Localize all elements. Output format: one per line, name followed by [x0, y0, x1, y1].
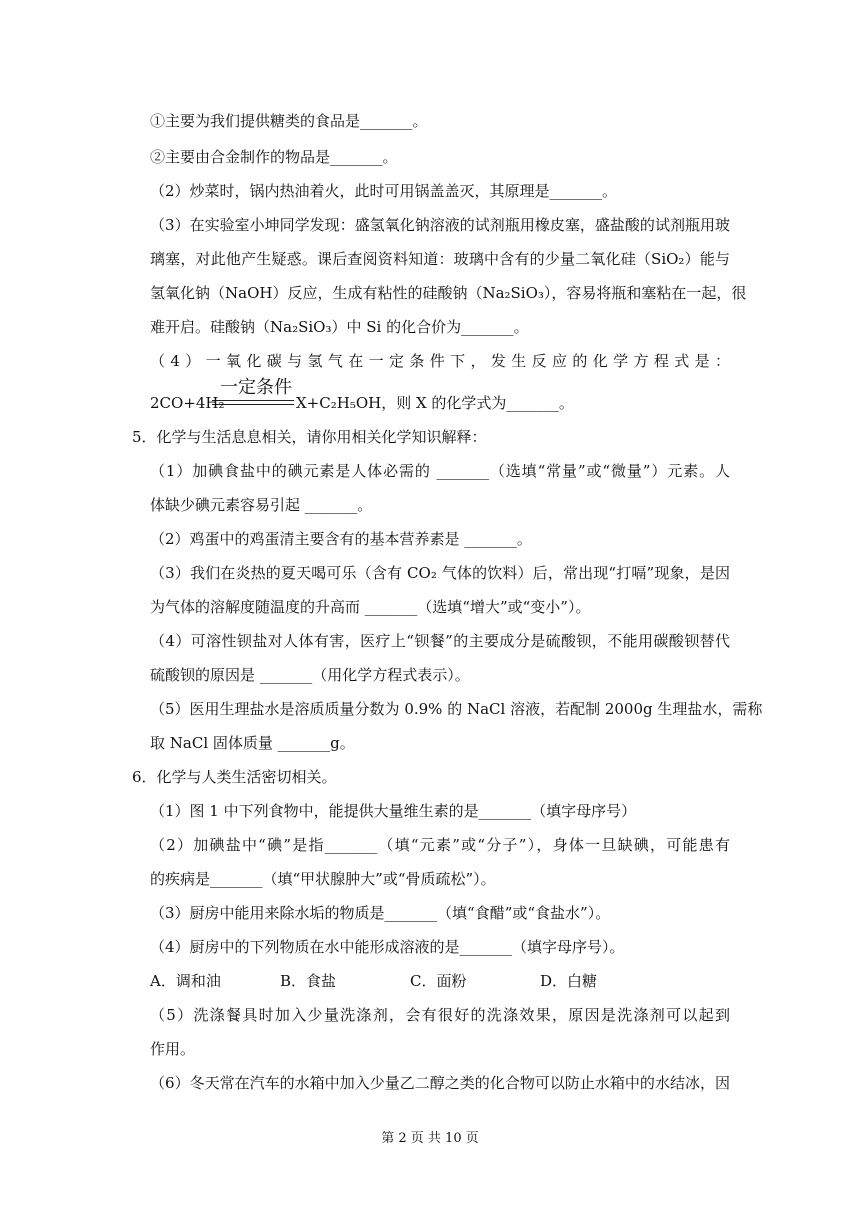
option-b: B．食盐	[280, 972, 337, 990]
text-line: （3）在实验室小坤同学发现：盛氢氧化钠溶液的试剂瓶用橡皮塞，盛盐酸的试剂瓶用玻	[150, 216, 730, 234]
equation-left: 2CO+4H₂	[150, 394, 225, 412]
text-line: 作用。	[150, 1040, 196, 1058]
option-a: A．调和油	[150, 972, 221, 990]
option-d: D．白糖	[540, 972, 598, 990]
text-line: 氢氧化钠（NaOH）反应，生成有粘性的硅酸钠（Na₂SiO₃），容易将瓶和塞粘在一起，很	[150, 284, 747, 302]
text-line: （3）我们在炎热的夏天喝可乐（含有 CO₂ 气体的饮料）后，常出现“打嗝”现象，是因	[150, 564, 730, 582]
text-line: 取 NaCl 固体质量 _______g。	[150, 734, 355, 752]
text-line: （2）加碘盐中“碘”是指_______（填“元素”或“分子”），身体一旦缺碘，可能患有	[150, 836, 730, 854]
text-line: （5）医用生理盐水是溶质质量分数为 0.9% 的 NaCl 溶液，若配制 2000g 生理盐水，需称	[150, 700, 763, 718]
text-line: （2）炒菜时，锅内热油着火，此时可用锅盖盖灭，其原理是_______。	[150, 182, 618, 200]
text-line: （3）厨房中能用来除水垢的物质是_______（填“食醋”或“食盐水”）。	[150, 904, 611, 922]
text-line: 硫酸钡的原因是 _______（用化学方程式表示）。	[150, 666, 470, 684]
text-line: 难开启。硅酸钠（Na₂SiO₃）中 Si 的化合价为_______。	[150, 318, 529, 336]
text-line: （4）可溶性钡盐对人体有害，医疗上“钡餐”的主要成分是硫酸钡，不能用碳酸钡替代	[150, 632, 730, 650]
text-line: （4）厨房中的下列物质在水中能形成溶液的是_______（填字母序号）。	[150, 938, 625, 956]
text-line: （1）图 1 中下列食物中，能提供大量维生素的是_______（填字母序号）	[150, 802, 637, 820]
page-footer: 第 2 页 共 10 页	[381, 1131, 479, 1146]
text-line: ②主要由合金制作的物品是_______。	[150, 148, 398, 166]
question-5-title: 5．化学与生活息息相关，请你用相关化学知识解释：	[132, 428, 487, 446]
reaction-condition: 一定条件	[220, 377, 292, 398]
text-line: （5）洗涤餐具时加入少量洗涤剂，会有很好的洗涤效果，原因是洗涤剂可以起到	[150, 1006, 730, 1024]
option-c: C．面粉	[410, 972, 467, 990]
text-line: 的疾病是_______（填“甲状腺肿大”或“骨质疏松”）。	[150, 870, 496, 888]
text-line: 璃塞，对此他产生疑惑。课后查阅资料知道：玻璃中含有的少量二氧化硅（SiO₂）能与	[150, 250, 730, 268]
text-line: ①主要为我们提供糖类的食品是_______。	[150, 112, 428, 130]
text-line: （4）一氧化碳与氢气在一定条件下，发生反应的化学方程式是：	[150, 352, 730, 370]
text-line: 为气体的溶解度随温度的升高而 _______（选填“增大”或“变小”）。	[150, 598, 591, 616]
question-6-title: 6．化学与人类生活密切相关。	[132, 768, 337, 786]
equation-right: X+C₂H₅OH，则 X 的化学式为_______。	[296, 394, 574, 412]
text-line: 体缺少碘元素容易引起 _______。	[150, 496, 373, 514]
options-row	[150, 970, 597, 992]
text-line: （6）冬天常在汽车的水箱中加入少量乙二醇之类的化合物可以防止水箱中的水结冰，因	[150, 1074, 730, 1092]
text-line: （2）鸡蛋中的鸡蛋清主要含有的基本营养素是 _______。	[150, 530, 532, 548]
text-line: （1）加碘食盐中的碘元素是人体必需的 _______（选填“常量”或“微量”）元素。人	[150, 462, 730, 480]
